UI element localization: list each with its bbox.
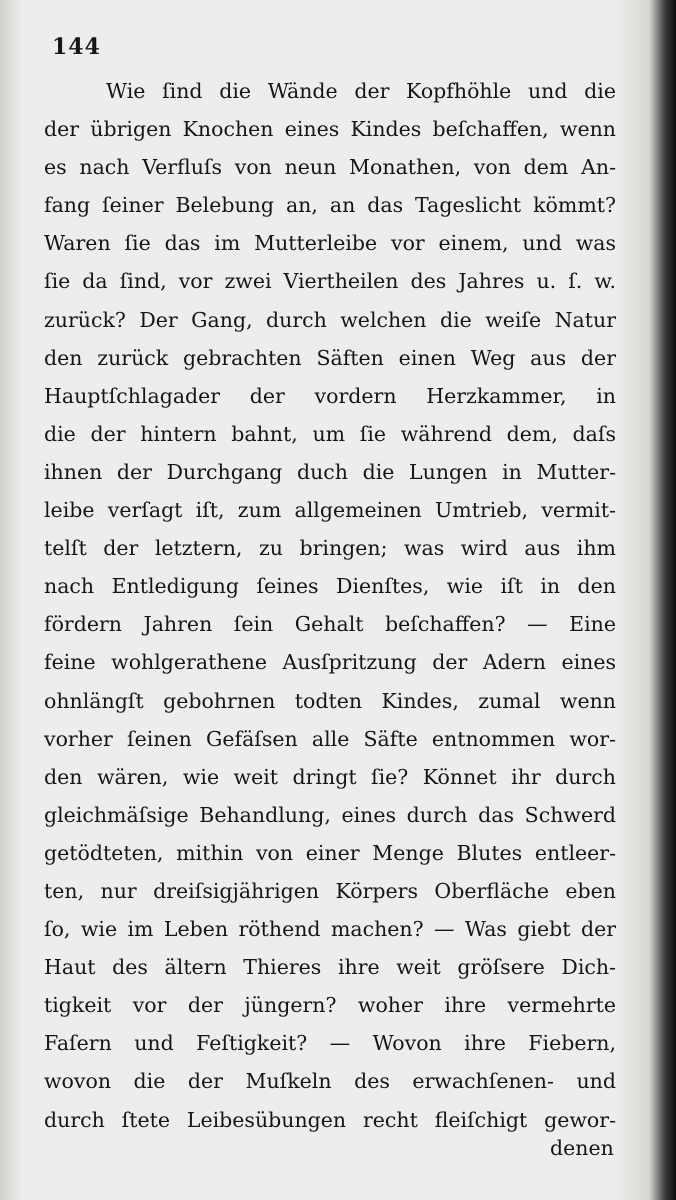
text-line: telſt der letztern, zu bringen; was wird aus ihm [44, 536, 616, 561]
text-line: den zurück gebrachten Säften einen Weg aus der [44, 345, 616, 370]
text-line: getödteten, mithin von einer Menge Blutes entleer- [44, 840, 616, 865]
text-line: die der hintern bahnt, um ſie während dem, daſs [44, 421, 616, 446]
page-number: 144 [52, 34, 101, 60]
text-line: der übrigen Knochen eines Kindes beſchaffen, wenn [44, 117, 616, 142]
text-line: fang ſeiner Belebung an, an das Tageslicht kömmt? [44, 193, 616, 218]
text-line: vorher ſeinen Gefäſsen alle Säfte entnommen wor- [44, 726, 616, 751]
text-line: feine wohlgerathene Ausſpritzung der Adern eines [44, 650, 616, 675]
page-edge-left [0, 0, 22, 1200]
text-line: ohnlängſt gebohrnen todten Kindes, zumal wenn [44, 688, 616, 713]
text-line: Faſern und Feſtigkeit? — Wovon ihre Fiebern, [44, 1031, 616, 1056]
text-line: ſo, wie im Leben röthend machen? — Was giebt der [44, 917, 616, 942]
catchword: denen [550, 1136, 614, 1160]
text-line: Waren ſie das im Mutterleibe vor einem, und was [44, 231, 616, 256]
text-line: durch ſtete Leibesübungen recht fleiſchigt gewor- [44, 1107, 616, 1132]
text-line: Wie ſind die Wände der Kopfhöhle und die [106, 79, 616, 103]
text-line: ten, nur dreiſsigjährigen Körpers Oberfläche eben [44, 878, 616, 903]
text-line: zurück? Der Gang, durch welchen die weiſe Natur [44, 307, 616, 332]
text-line: nach Entledigung ſeines Dienſtes, wie iſt in den [44, 574, 616, 599]
page-gutter-shadow [616, 0, 676, 1200]
text-line: Hauptſchlagader der vordern Herzkammer, in [44, 383, 616, 408]
body-text [44, 72, 616, 1139]
text-line: tigkeit vor der jüngern? woher ihre vermehrte [44, 993, 616, 1018]
text-line: leibe verſagt iſt, zum allgemeinen Umtrieb, vermit- [44, 498, 616, 523]
text-line: gleichmäſsige Behandlung, eines durch das Schwerd [44, 802, 616, 827]
text-line: den wären, wie weit dringt ſie? Könnet ihr durch [44, 764, 616, 789]
text-line: fördern Jahren ſein Gehalt beſchaffen? — Eine [44, 612, 616, 637]
text-line: ihnen der Durchgang duch die Lungen in Mutter- [44, 459, 616, 484]
text-line: wovon die der Muſkeln des erwachſenen- und [44, 1069, 616, 1094]
text-line: ſie da ſind, vor zwei Viertheilen des Jahres u. ſ. w. [44, 269, 616, 294]
text-line: es nach Verfluſs von neun Monathen, von dem An- [44, 155, 616, 180]
text-line: Haut des ältern Thieres ihre weit gröſsere Dich- [44, 955, 616, 980]
